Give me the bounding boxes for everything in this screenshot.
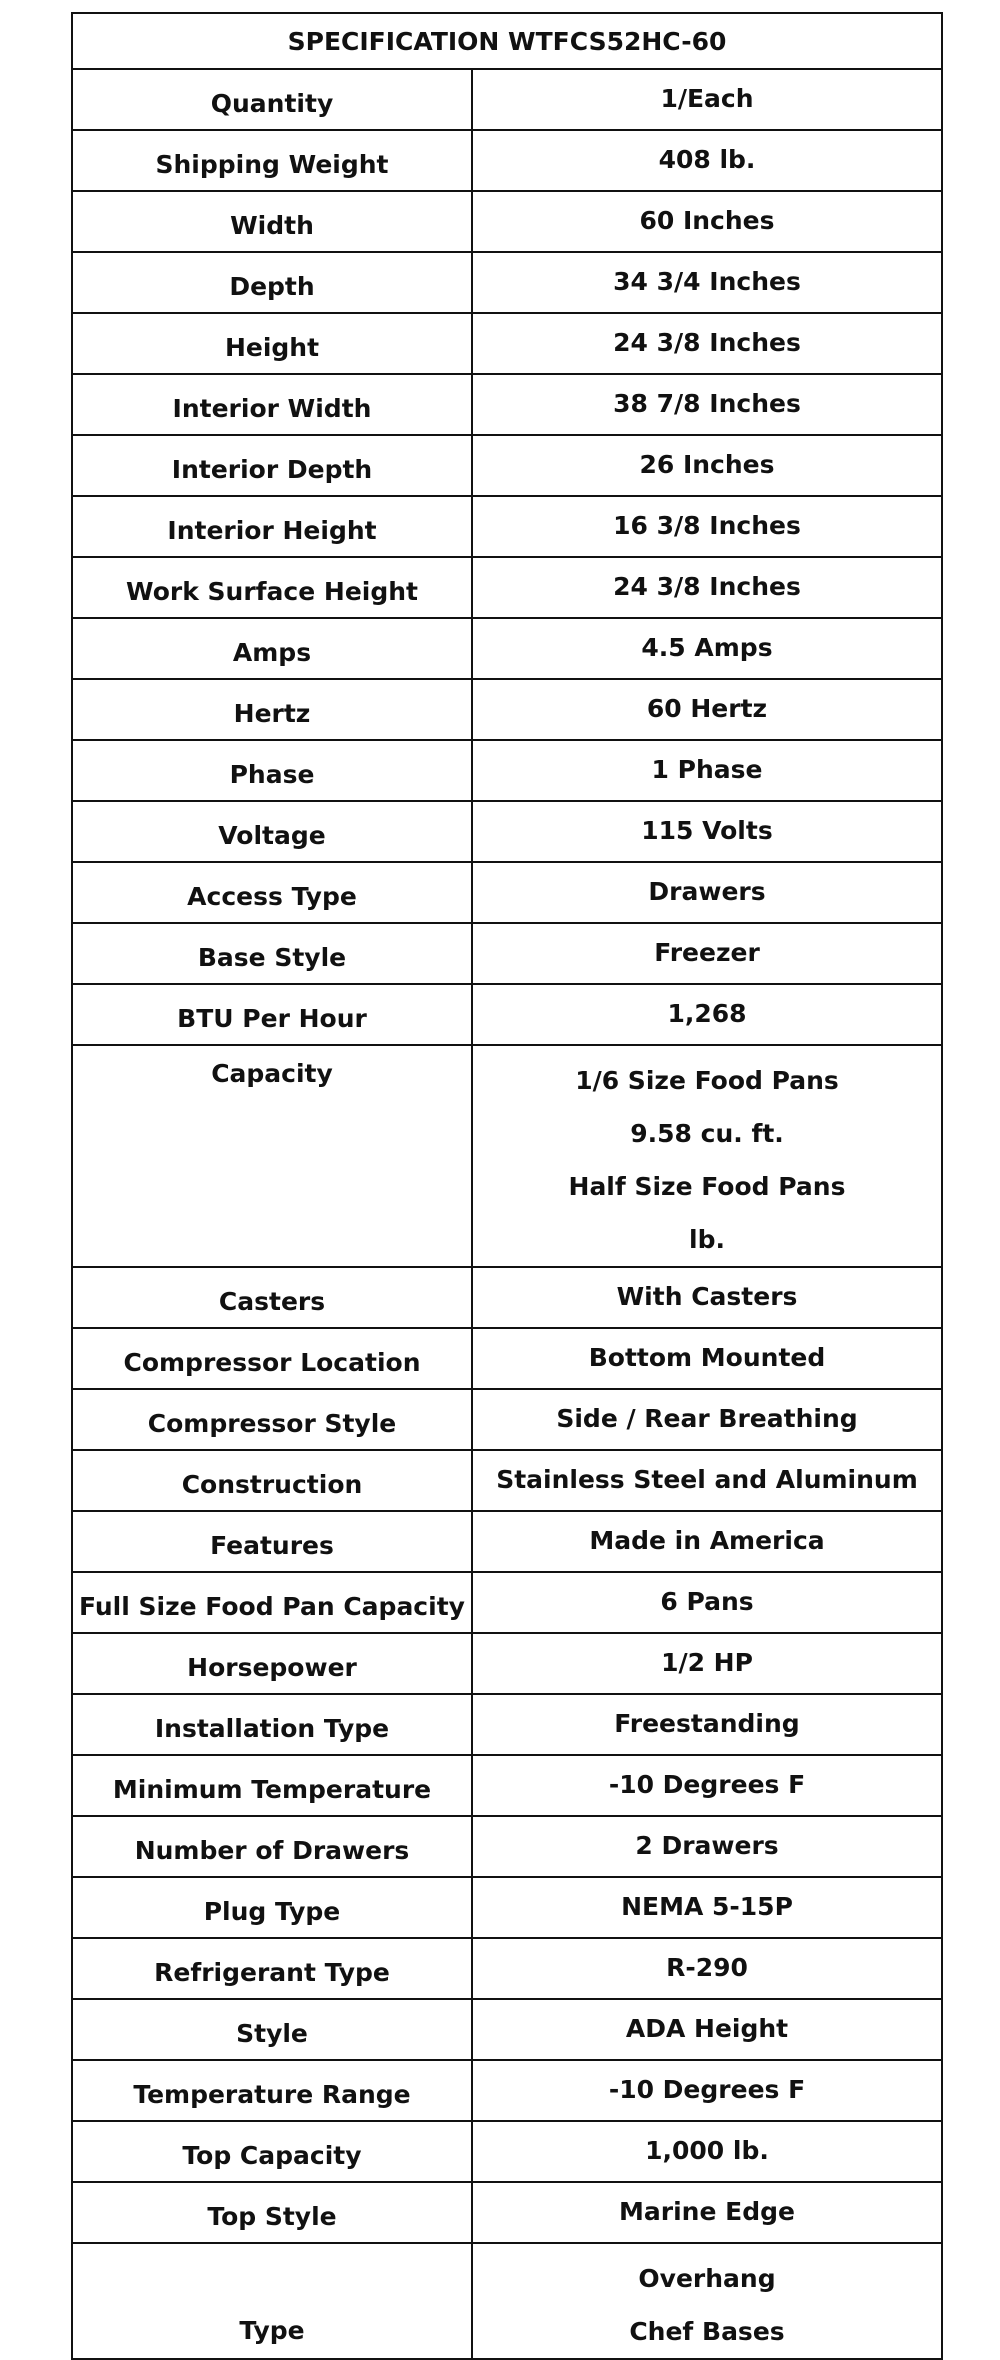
spec-row-casters <box>72 1267 942 1328</box>
spec-label: Access Type <box>72 862 472 923</box>
spec-label: Compressor Style <box>72 1389 472 1450</box>
spec-label: Style <box>72 1999 472 2060</box>
spec-value: 38 7/8 Inches <box>472 374 942 435</box>
spec-value: 2 Drawers <box>472 1816 942 1877</box>
spec-label: Height <box>72 313 472 374</box>
spec-value: Stainless Steel and Aluminum <box>472 1450 942 1511</box>
spec-label: Interior Depth <box>72 435 472 496</box>
spec-label: Interior Width <box>72 374 472 435</box>
spec-label: Plug Type <box>72 1877 472 1938</box>
spec-label: Features <box>72 1511 472 1572</box>
spec-label: Amps <box>72 618 472 679</box>
spec-row-top-style <box>72 2182 942 2243</box>
spec-value-list <box>472 2243 942 2359</box>
spec-label: Refrigerant Type <box>72 1938 472 1999</box>
spec-label: Base Style <box>72 923 472 984</box>
spec-value: 24 3/8 Inches <box>472 557 942 618</box>
spec-label: Quantity <box>72 69 472 130</box>
spec-label: Horsepower <box>72 1633 472 1694</box>
spec-row-plug-type <box>72 1877 942 1938</box>
spec-value: -10 Degrees F <box>472 2060 942 2121</box>
spec-label: Type <box>72 2243 472 2359</box>
spec-label: Full Size Food Pan Capacity <box>72 1572 472 1633</box>
spec-row-temperature-range <box>72 2060 942 2121</box>
spec-row-shipping-weight <box>72 130 942 191</box>
spec-row-interior-height <box>72 496 942 557</box>
spec-value-line: lb. <box>689 1225 725 1254</box>
spec-value: ADA Height <box>472 1999 942 2060</box>
spec-value: 26 Inches <box>472 435 942 496</box>
spec-row-hertz <box>72 679 942 740</box>
spec-label: Width <box>72 191 472 252</box>
specification-title: SPECIFICATION WTFCS52HC-60 <box>72 13 942 69</box>
spec-value-line: Half Size Food Pans <box>568 1172 846 1201</box>
spec-row-voltage <box>72 801 942 862</box>
spec-row-amps <box>72 618 942 679</box>
spec-value: 16 3/8 Inches <box>472 496 942 557</box>
spec-label: Top Capacity <box>72 2121 472 2182</box>
spec-label: Top Style <box>72 2182 472 2243</box>
spec-value-line: 9.58 cu. ft. <box>630 1119 784 1148</box>
spec-value: 408 lb. <box>472 130 942 191</box>
spec-label: BTU Per Hour <box>72 984 472 1045</box>
spec-row-phase <box>72 740 942 801</box>
spec-value: 34 3/4 Inches <box>472 252 942 313</box>
specification-table-body <box>72 13 942 2359</box>
spec-label: Temperature Range <box>72 2060 472 2121</box>
spec-label: Casters <box>72 1267 472 1328</box>
spec-value: 60 Inches <box>472 191 942 252</box>
spec-row-capacity <box>72 1045 942 1267</box>
spec-row-horsepower <box>72 1633 942 1694</box>
spec-row-top-capacity <box>72 2121 942 2182</box>
spec-value: NEMA 5-15P <box>472 1877 942 1938</box>
spec-value: R-290 <box>472 1938 942 1999</box>
spec-row-construction <box>72 1450 942 1511</box>
spec-label: Construction <box>72 1450 472 1511</box>
spec-value: 1 Phase <box>472 740 942 801</box>
spec-value: Marine Edge <box>472 2182 942 2243</box>
specification-table <box>71 12 943 2360</box>
spec-label: Minimum Temperature <box>72 1755 472 1816</box>
spec-row-quantity <box>72 69 942 130</box>
spec-row-access-type <box>72 862 942 923</box>
spec-label: Number of Drawers <box>72 1816 472 1877</box>
spec-value: Freezer <box>472 923 942 984</box>
spec-label: Depth <box>72 252 472 313</box>
spec-value-line: Chef Bases <box>629 2317 785 2346</box>
spec-row-full-size-food-pan-capacity <box>72 1572 942 1633</box>
spec-value-list <box>472 1045 942 1267</box>
spec-row-width <box>72 191 942 252</box>
spec-row-minimum-temperature <box>72 1755 942 1816</box>
spec-value: 1,268 <box>472 984 942 1045</box>
spec-value-line: Overhang <box>638 2264 776 2293</box>
spec-value-line: 1/6 Size Food Pans <box>575 1066 839 1095</box>
spec-value: Side / Rear Breathing <box>472 1389 942 1450</box>
spec-value: 6 Pans <box>472 1572 942 1633</box>
spec-label: Installation Type <box>72 1694 472 1755</box>
spec-row-compressor-location <box>72 1328 942 1389</box>
spec-value: 1/Each <box>472 69 942 130</box>
spec-label: Work Surface Height <box>72 557 472 618</box>
spec-row-number-of-drawers <box>72 1816 942 1877</box>
spec-value: Bottom Mounted <box>472 1328 942 1389</box>
spec-value: 1/2 HP <box>472 1633 942 1694</box>
spec-row-installation-type <box>72 1694 942 1755</box>
spec-label: Voltage <box>72 801 472 862</box>
spec-label: Phase <box>72 740 472 801</box>
spec-label: Compressor Location <box>72 1328 472 1389</box>
spec-row-height <box>72 313 942 374</box>
spec-row-style <box>72 1999 942 2060</box>
spec-row-depth <box>72 252 942 313</box>
spec-row-interior-depth <box>72 435 942 496</box>
spec-row-refrigerant-type <box>72 1938 942 1999</box>
spec-value: With Casters <box>472 1267 942 1328</box>
spec-row-type <box>72 2243 942 2359</box>
spec-row-interior-width <box>72 374 942 435</box>
spec-row-base-style <box>72 923 942 984</box>
spec-row-work-surface-height <box>72 557 942 618</box>
spec-value: 24 3/8 Inches <box>472 313 942 374</box>
spec-value: 115 Volts <box>472 801 942 862</box>
spec-value: Freestanding <box>472 1694 942 1755</box>
spec-row-features <box>72 1511 942 1572</box>
spec-value: 60 Hertz <box>472 679 942 740</box>
spec-row-compressor-style <box>72 1389 942 1450</box>
spec-row-btu-per-hour <box>72 984 942 1045</box>
spec-value: 4.5 Amps <box>472 618 942 679</box>
spec-label: Hertz <box>72 679 472 740</box>
spec-label: Interior Height <box>72 496 472 557</box>
spec-label: Shipping Weight <box>72 130 472 191</box>
spec-value: Made in America <box>472 1511 942 1572</box>
spec-value: 1,000 lb. <box>472 2121 942 2182</box>
spec-value: -10 Degrees F <box>472 1755 942 1816</box>
spec-value: Drawers <box>472 862 942 923</box>
spec-label: Capacity <box>72 1045 472 1267</box>
title-row <box>72 13 942 69</box>
